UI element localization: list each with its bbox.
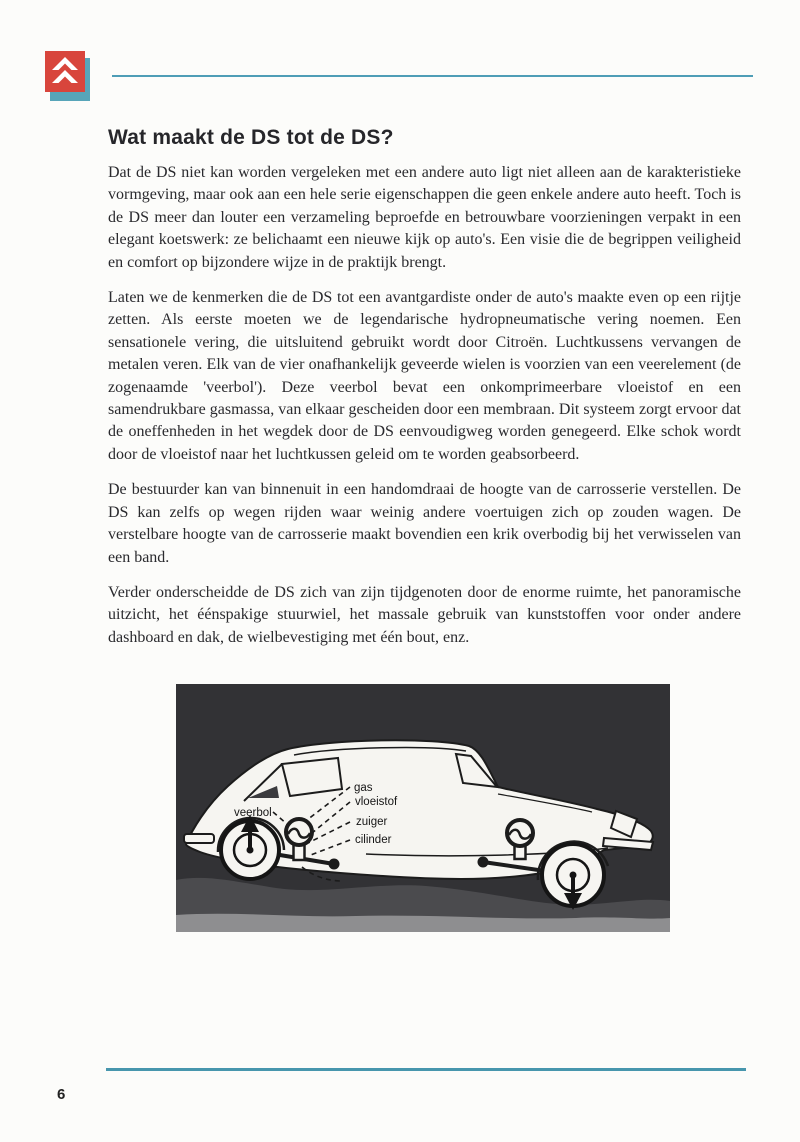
paragraph-2: Laten we de kenmerken die de DS tot een avantgardiste onder de auto's maakte even op een rijtje zetten. Als eerste moeten we de legendarische hydropneumatische vering noemen. Een sensationele vering, die uitsluitend gebruikt wordt door Citroën. Luchtkussens vervangen de metalen veren. Elk van de vier onafhankelijk geveerde wielen is voorzien van een veerelement (de zogenaamde 'veerbol'). Deze veerbol bevat een onkomprimeerbare vloeistof en een samendrukbare gasmassa, van elkaar gescheiden door een membraan. Dit systeem zorgt ervoor dat de oneffenheden in het wegdek door de DS eenvoudigweg worden genegeerd. Elke schok wordt door de vloeistof naar het luchtkussen geleid om te worden geabsorbeerd. <box>108 289 741 463</box>
figure-label-veerbol: veerbol <box>234 807 272 819</box>
right-arm-pivot <box>478 857 489 868</box>
article <box>108 126 741 662</box>
logo-red-square <box>45 51 85 92</box>
figure-label-vloeistof: vloeistof <box>355 796 398 808</box>
ds-suspension-illustration <box>176 684 670 932</box>
figure-label-cilinder: cilinder <box>355 834 392 846</box>
page-title: Wat maakt de DS tot de DS? <box>108 126 394 149</box>
figure-label-gas: gas <box>354 782 373 794</box>
page-number: 6 <box>57 1086 66 1103</box>
left-arm-pivot <box>329 859 340 870</box>
citroen-logo <box>45 51 91 101</box>
paragraph-1: Dat de DS niet kan worden vergeleken met een andere auto ligt niet alleen aan de karakteristieke vormgeving, maar ook aan een hele serie eigenschappen die geen enkele andere auto heeft. Toch is de DS meer dan louter een verzameling beproefde en betrouwbare voorzieningen verpakt in een elegant koetswerk: ze belichaamt een nieuwe kijk op auto's. Een visie die de begrippen veiligheid en comfort op bijzondere wijze in de praktijk brengt. <box>108 164 741 271</box>
header-rule <box>112 75 753 77</box>
paragraph-3: De bestuurder kan van binnenuit in een handomdraai de hoogte van de carrosserie verstellen. De DS kan zelfs op wegen rijden waar weinig andere voertuigen zich op zouden wagen. De verstelbare hoogte van de carrosserie maakt bovendien een krik overbodig bij het verwisselen van een band. <box>108 481 741 566</box>
figure-label-zuiger: zuiger <box>356 816 388 828</box>
suspension-diagram-figure <box>176 684 670 932</box>
left-bumper <box>184 834 214 843</box>
citroen-double-chevron-icon <box>45 51 85 92</box>
footer-rule <box>106 1068 746 1071</box>
paragraph-4: Verder onderscheidde de DS zich van zijn tijdgenoten door de enorme ruimte, het panoramische uitzicht, het éénspakige stuurwiel, het massale gebruik van kunststoffen voor onder andere dashboard en dak, de wielbevestiging met één bout, enz. <box>108 583 741 646</box>
left-side-window <box>282 758 342 796</box>
